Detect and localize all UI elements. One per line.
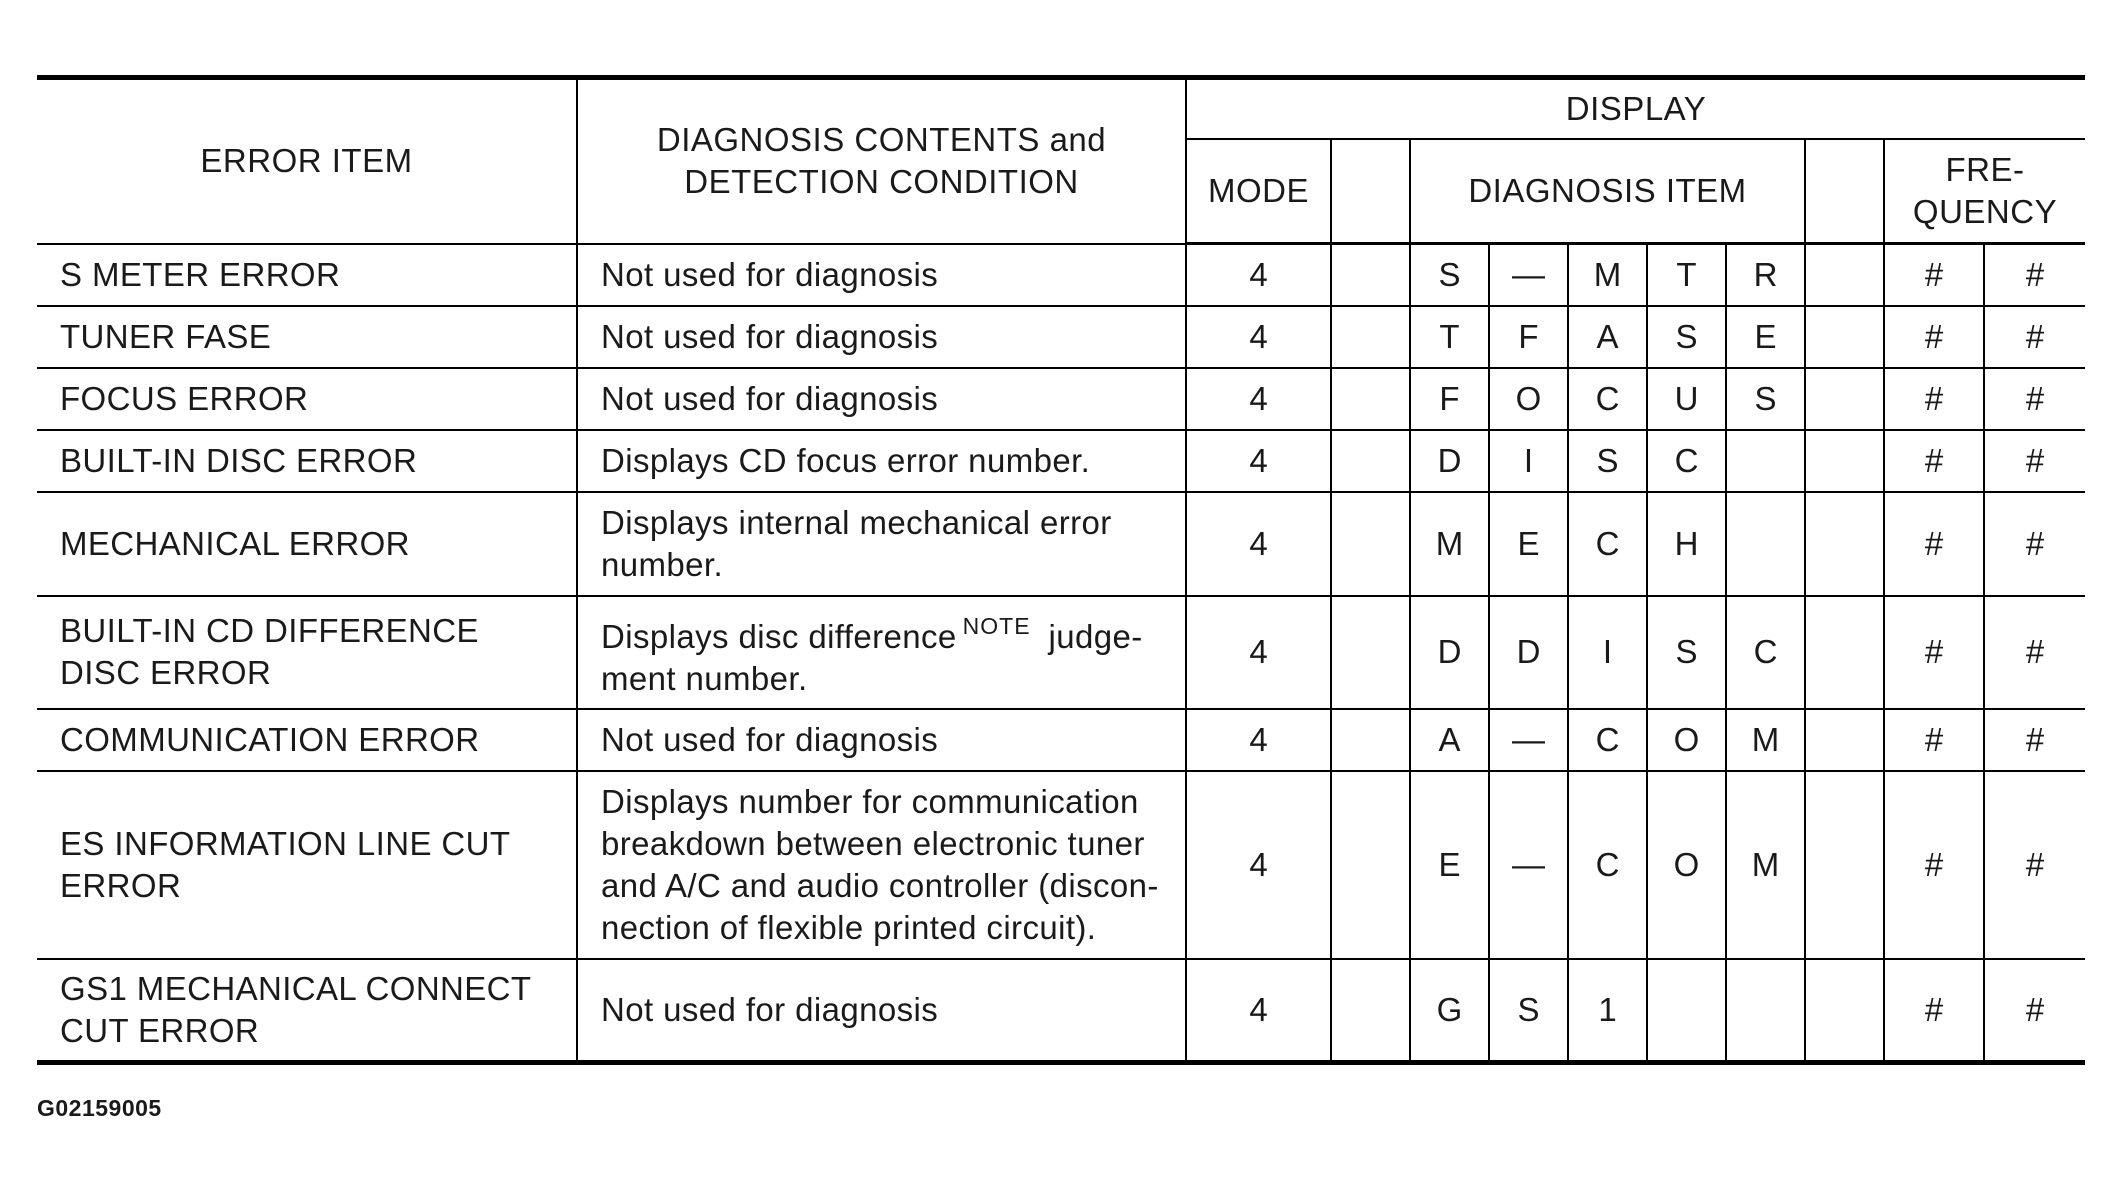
- header-diagnosis-line-2: DETECTION CONDITION: [684, 163, 1079, 201]
- frequency-cell: #: [1884, 492, 1984, 596]
- error-item-cell: [37, 492, 577, 596]
- condition-line: Not used for diagnosis: [601, 720, 939, 758]
- condition-line: [601, 605, 1171, 658]
- error-item-line: S METER ERROR: [60, 255, 341, 293]
- table-header: [37, 78, 2085, 244]
- header-frequency-line-2: QUENCY: [1912, 193, 2058, 230]
- diagnosis-char-cell: M: [1726, 771, 1805, 959]
- frequency-cell: #: [1984, 771, 2085, 959]
- frequency-cell: #: [1984, 244, 2085, 306]
- blank-cell: [1805, 492, 1884, 596]
- table-row: [37, 959, 2085, 1063]
- diagnosis-char-cell: O: [1489, 368, 1568, 430]
- error-item-line: CUT ERROR: [60, 1011, 260, 1049]
- condition-line: Not used for diagnosis: [601, 379, 939, 417]
- header-frequency-line-1: FRE-: [1945, 151, 2025, 188]
- diagnosis-char-cell: S: [1647, 596, 1726, 709]
- frequency-cell: #: [1884, 709, 1984, 771]
- diagnosis-char-cell: O: [1647, 771, 1726, 959]
- blank-cell: [1805, 709, 1884, 771]
- blank-cell: [1805, 306, 1884, 368]
- header-blank-1: [1331, 139, 1410, 244]
- diagnosis-char-cell: [1726, 430, 1805, 492]
- diagnosis-char-cell: T: [1410, 306, 1489, 368]
- error-item-cell: [37, 368, 577, 430]
- diagnosis-char-cell: [1726, 492, 1805, 596]
- diagnosis-char-cell: S: [1410, 244, 1489, 306]
- error-item-line: FOCUS ERROR: [60, 379, 309, 417]
- condition-line: Displays CD focus error number.: [601, 441, 1091, 479]
- frequency-cell: #: [1884, 306, 1984, 368]
- diagnosis-char-cell: S: [1489, 959, 1568, 1063]
- mode-cell: 4: [1186, 306, 1331, 368]
- blank-cell: [1331, 709, 1410, 771]
- mode-cell: 4: [1186, 596, 1331, 709]
- condition-cell: [577, 771, 1186, 959]
- frequency-cell: #: [1984, 430, 2085, 492]
- diagnosis-char-cell: E: [1489, 492, 1568, 596]
- table-row: [37, 709, 2085, 771]
- blank-cell: [1331, 959, 1410, 1063]
- frequency-cell: #: [1984, 306, 2085, 368]
- diagnosis-char-cell: I: [1489, 430, 1568, 492]
- frequency-cell: #: [1984, 959, 2085, 1063]
- header-frequency: [1884, 139, 2085, 244]
- error-item-line: ERROR: [60, 866, 182, 904]
- blank-cell: [1331, 771, 1410, 959]
- error-item-cell: [37, 771, 577, 959]
- blank-cell: [1805, 244, 1884, 306]
- error-item-cell: [37, 596, 577, 709]
- condition-cell: [577, 492, 1186, 596]
- condition-text: Displays disc difference: [601, 617, 957, 655]
- header-diagnosis-line-1: DIAGNOSIS CONTENTS and: [656, 121, 1107, 159]
- diagnosis-char-cell: S: [1568, 430, 1647, 492]
- diagnosis-char-cell: S: [1726, 368, 1805, 430]
- diagnosis-char-cell: G: [1410, 959, 1489, 1063]
- condition-line: nection of flexible printed circuit).: [601, 908, 1097, 946]
- diagnosis-char-cell: U: [1647, 368, 1726, 430]
- mode-cell: 4: [1186, 492, 1331, 596]
- blank-cell: [1331, 430, 1410, 492]
- diagnosis-char-cell: M: [1568, 244, 1647, 306]
- diagnosis-char-cell: E: [1726, 306, 1805, 368]
- diagnosis-char-cell: C: [1568, 709, 1647, 771]
- mode-cell: 4: [1186, 430, 1331, 492]
- error-item-cell: [37, 709, 577, 771]
- condition-line: and A/C and audio controller (discon-: [601, 866, 1159, 904]
- mode-cell: 4: [1186, 709, 1331, 771]
- blank-cell: [1331, 492, 1410, 596]
- frequency-cell: #: [1884, 430, 1984, 492]
- error-item-line: COMMUNICATION ERROR: [60, 720, 480, 758]
- frequency-cell: #: [1884, 596, 1984, 709]
- blank-cell: [1331, 306, 1410, 368]
- table-row: [37, 430, 2085, 492]
- diagnosis-char-cell: —: [1489, 771, 1568, 959]
- condition-cell: [577, 959, 1186, 1063]
- mode-cell: 4: [1186, 771, 1331, 959]
- blank-cell: [1805, 596, 1884, 709]
- condition-line: Not used for diagnosis: [601, 990, 939, 1028]
- diagnosis-char-cell: A: [1568, 306, 1647, 368]
- table-body: [37, 244, 2085, 1063]
- condition-line: Displays number for communication: [601, 782, 1139, 820]
- blank-cell: [1805, 430, 1884, 492]
- error-item-line: TUNER FASE: [60, 317, 272, 355]
- condition-line: ment number.: [601, 659, 808, 697]
- error-item-line: MECHANICAL ERROR: [60, 524, 410, 562]
- blank-cell: [1331, 596, 1410, 709]
- figure-code: G02159005: [37, 1095, 162, 1121]
- diagnosis-char-cell: H: [1647, 492, 1726, 596]
- table-row: [37, 596, 2085, 709]
- header-diagnosis-item: DIAGNOSIS ITEM: [1410, 139, 1805, 244]
- mode-cell: 4: [1186, 244, 1331, 306]
- diagnosis-char-cell: T: [1647, 244, 1726, 306]
- condition-cell: [577, 430, 1186, 492]
- diagnosis-char-cell: A: [1410, 709, 1489, 771]
- diagnosis-table: [37, 75, 2085, 1065]
- diagnosis-char-cell: R: [1726, 244, 1805, 306]
- condition-cell: [577, 244, 1186, 306]
- condition-cell: [577, 709, 1186, 771]
- diagnosis-char-cell: 1: [1568, 959, 1647, 1063]
- diagnosis-char-cell: F: [1489, 306, 1568, 368]
- diagnosis-char-cell: O: [1647, 709, 1726, 771]
- frequency-cell: #: [1884, 771, 1984, 959]
- mode-cell: 4: [1186, 368, 1331, 430]
- blank-cell: [1805, 959, 1884, 1063]
- condition-line: Not used for diagnosis: [601, 317, 939, 355]
- blank-cell: [1805, 368, 1884, 430]
- note-reference: NOTE: [962, 612, 1031, 639]
- header-mode: MODE: [1186, 139, 1331, 244]
- table-row: [37, 492, 2085, 596]
- diagnosis-char-cell: —: [1489, 709, 1568, 771]
- error-item-line: ES INFORMATION LINE CUT: [60, 824, 511, 862]
- table-row: [37, 368, 2085, 430]
- diagnosis-char-cell: —: [1489, 244, 1568, 306]
- condition-text: judge-: [1048, 617, 1143, 655]
- diagnosis-char-cell: [1647, 959, 1726, 1063]
- blank-cell: [1331, 368, 1410, 430]
- condition-cell: [577, 368, 1186, 430]
- diagnosis-char-cell: E: [1410, 771, 1489, 959]
- diagnosis-char-cell: F: [1410, 368, 1489, 430]
- condition-line: breakdown between electronic tuner: [601, 824, 1145, 862]
- condition-line: Not used for diagnosis: [601, 255, 939, 293]
- frequency-cell: #: [1884, 959, 1984, 1063]
- frequency-cell: #: [1984, 492, 2085, 596]
- error-item-cell: [37, 959, 577, 1063]
- diagnosis-char-cell: C: [1568, 771, 1647, 959]
- table-row: [37, 306, 2085, 368]
- frequency-cell: #: [1984, 709, 2085, 771]
- error-item-cell: [37, 306, 577, 368]
- frequency-cell: #: [1884, 244, 1984, 306]
- diagnosis-char-cell: C: [1568, 492, 1647, 596]
- condition-line: Displays internal mechanical error: [601, 503, 1112, 541]
- diagnosis-char-cell: C: [1726, 596, 1805, 709]
- diagnosis-char-cell: C: [1568, 368, 1647, 430]
- diagnosis-char-cell: D: [1489, 596, 1568, 709]
- error-item-cell: [37, 244, 577, 306]
- error-item-line: BUILT-IN DISC ERROR: [60, 441, 418, 479]
- error-item-line: GS1 MECHANICAL CONNECT: [60, 969, 532, 1007]
- condition-cell: [577, 596, 1186, 709]
- error-item-line: BUILT-IN CD DIFFERENCE: [60, 612, 479, 649]
- blank-cell: [1331, 244, 1410, 306]
- diagnosis-char-cell: [1726, 959, 1805, 1063]
- blank-cell: [1805, 771, 1884, 959]
- condition-cell: [577, 306, 1186, 368]
- diagnosis-char-cell: C: [1647, 430, 1726, 492]
- frequency-cell: #: [1984, 368, 2085, 430]
- diagnosis-char-cell: M: [1726, 709, 1805, 771]
- error-item-cell: [37, 430, 577, 492]
- table-row: [37, 771, 2085, 959]
- diagnosis-char-cell: D: [1410, 596, 1489, 709]
- header-error-item: ERROR ITEM: [37, 78, 577, 244]
- header-blank-2: [1805, 139, 1884, 244]
- diagnosis-char-cell: D: [1410, 430, 1489, 492]
- frequency-cell: #: [1984, 596, 2085, 709]
- header-display: DISPLAY: [1186, 78, 2085, 140]
- header-diagnosis-contents: [577, 78, 1186, 244]
- error-item-line: DISC ERROR: [60, 654, 272, 691]
- diagnosis-char-cell: M: [1410, 492, 1489, 596]
- frequency-cell: #: [1884, 368, 1984, 430]
- condition-line: number.: [601, 545, 724, 583]
- diagnosis-char-cell: I: [1568, 596, 1647, 709]
- mode-cell: 4: [1186, 959, 1331, 1063]
- table-row: [37, 244, 2085, 306]
- diagnosis-char-cell: S: [1647, 306, 1726, 368]
